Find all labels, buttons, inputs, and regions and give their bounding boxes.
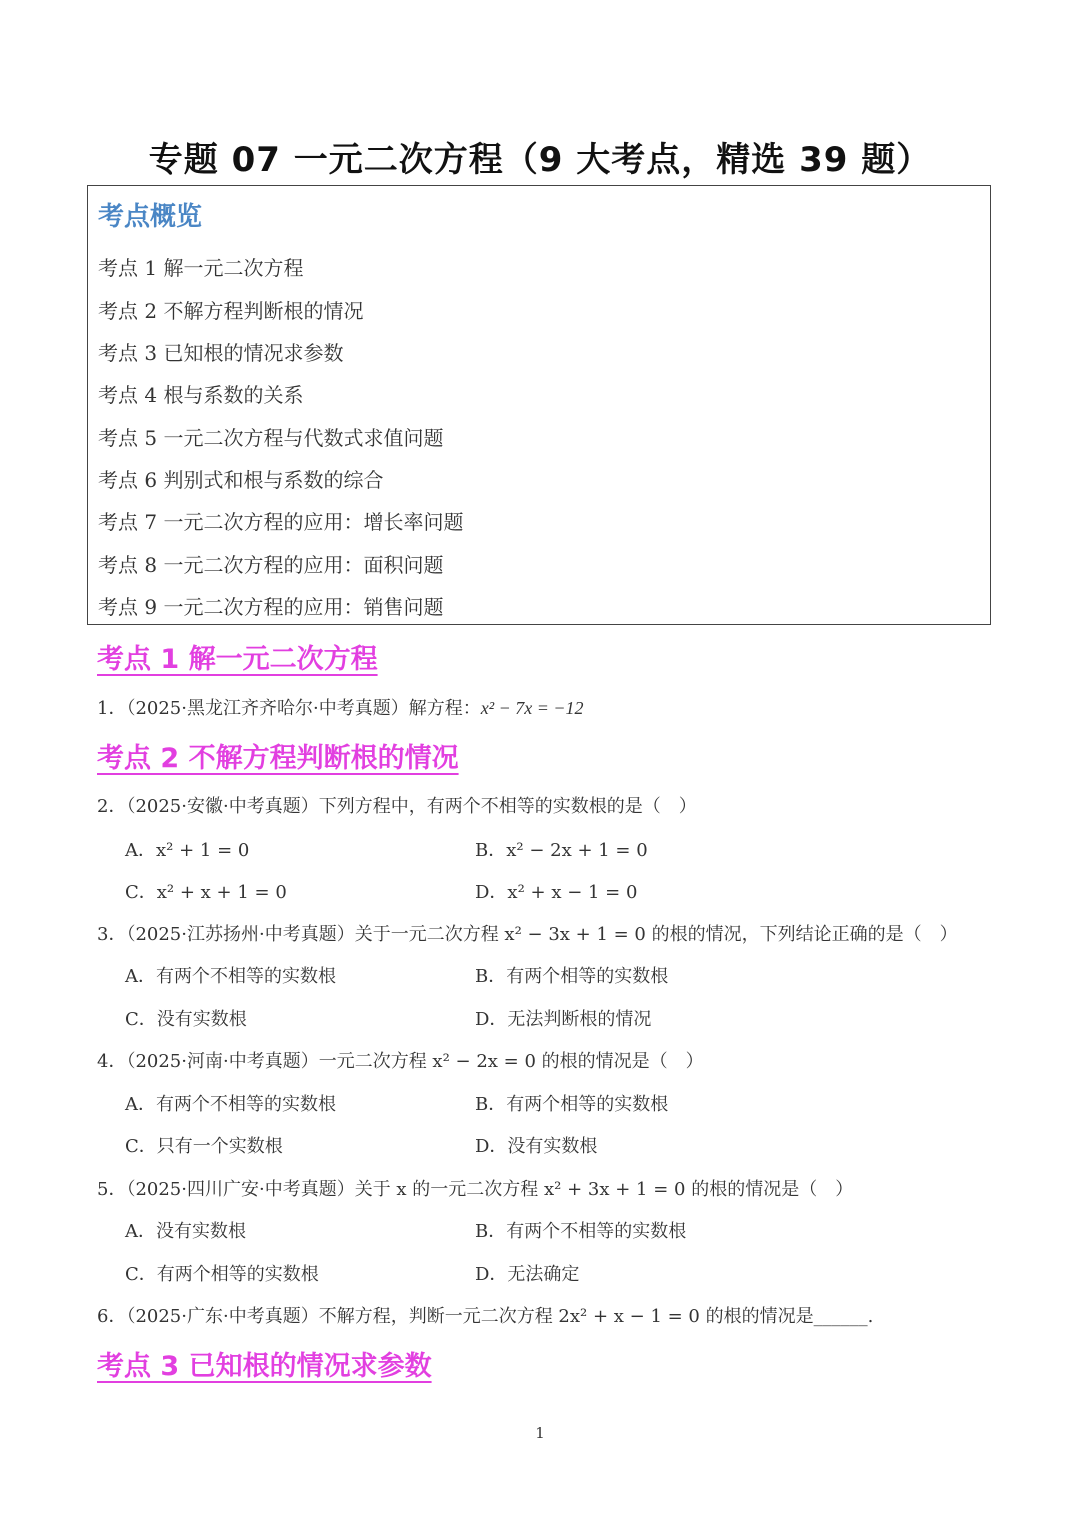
question-2: 2．（2025·安徽·中考真题）下列方程中，有两个不相等的实数根的是（ ） bbox=[97, 796, 697, 817]
overview-item: 考点 9 一元二次方程的应用：销售问题 bbox=[98, 595, 444, 619]
overview-item: 考点 7 一元二次方程的应用：增长率问题 bbox=[98, 510, 464, 534]
question-3-option-a: A．有两个不相等的实数根 bbox=[125, 966, 336, 987]
question-5-option-d: D．无法确定 bbox=[475, 1264, 580, 1285]
question-6: 6．（2025·广东·中考真题）不解方程，判断一元二次方程 2x² + x − 1 = 0 的根的情况是______. bbox=[97, 1306, 874, 1327]
section-heading-3: 考点 3 已知根的情况求参数 bbox=[97, 1351, 432, 1382]
overview-item: 考点 6 判别式和根与系数的综合 bbox=[98, 468, 384, 492]
question-4: 4．（2025·河南·中考真题）一元二次方程 x² − 2x = 0 的根的情况是（ ） bbox=[97, 1051, 704, 1072]
overview-item: 考点 3 已知根的情况求参数 bbox=[98, 341, 344, 365]
overview-item: 考点 1 解一元二次方程 bbox=[98, 256, 304, 280]
overview-box bbox=[87, 185, 991, 625]
overview-heading: 考点概览 bbox=[98, 202, 203, 232]
question-1-equation: x² − 7x = −12 bbox=[480, 698, 584, 718]
overview-item: 考点 5 一元二次方程与代数式求值问题 bbox=[98, 426, 444, 450]
overview-item: 考点 4 根与系数的关系 bbox=[98, 383, 304, 407]
page-number: 1 bbox=[535, 1424, 545, 1442]
question-5: 5．（2025·四川广安·中考真题）关于 x 的一元二次方程 x² + 3x + 1 = 0 的根的情况是（ ） bbox=[97, 1179, 854, 1200]
question-5-option-b: B．有两个不相等的实数根 bbox=[475, 1221, 687, 1242]
question-3-option-c: C．没有实数根 bbox=[125, 1009, 247, 1030]
question-4-option-a: A．有两个不相等的实数根 bbox=[125, 1094, 336, 1115]
overview-item: 考点 2 不解方程判断根的情况 bbox=[98, 299, 364, 323]
question-1-text: 1．（2025·黑龙江齐齐哈尔·中考真题）解方程： bbox=[97, 698, 481, 719]
question-2-option-d: D．x² + x − 1 = 0 bbox=[475, 882, 638, 903]
question-2-option-b: B．x² − 2x + 1 = 0 bbox=[475, 840, 648, 861]
question-1 bbox=[97, 694, 584, 720]
question-3-option-b: B．有两个相等的实数根 bbox=[475, 966, 669, 987]
question-5-option-c: C．有两个相等的实数根 bbox=[125, 1264, 319, 1285]
question-2-option-c: C．x² + x + 1 = 0 bbox=[125, 882, 287, 903]
question-4-option-c: C．只有一个实数根 bbox=[125, 1136, 283, 1157]
question-3-option-d: D．无法判断根的情况 bbox=[475, 1009, 652, 1030]
question-4-option-d: D．没有实数根 bbox=[475, 1136, 598, 1157]
question-4-option-b: B．有两个相等的实数根 bbox=[475, 1094, 669, 1115]
question-5-option-a: A．没有实数根 bbox=[125, 1221, 246, 1242]
overview-item: 考点 8 一元二次方程的应用：面积问题 bbox=[98, 553, 444, 577]
question-2-option-a: A．x² + 1 = 0 bbox=[125, 840, 250, 861]
document-title: 专题 07 一元二次方程（9 大考点，精选 39 题） bbox=[148, 140, 932, 180]
question-3: 3．（2025·江苏扬州·中考真题）关于一元二次方程 x² − 3x + 1 = 0 的根的情况，下列结论正确的是（ ） bbox=[97, 924, 958, 945]
section-heading-1: 考点 1 解一元二次方程 bbox=[97, 644, 378, 675]
section-heading-2: 考点 2 不解方程判断根的情况 bbox=[97, 743, 459, 774]
